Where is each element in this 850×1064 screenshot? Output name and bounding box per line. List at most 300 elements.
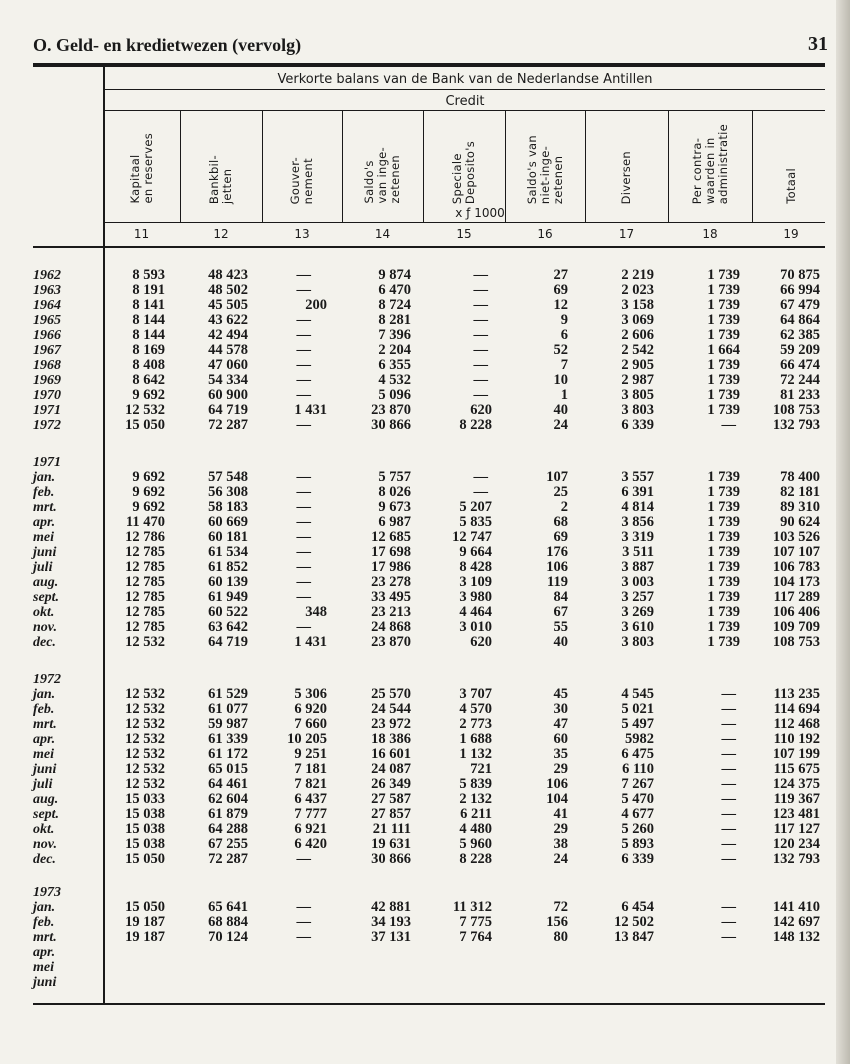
cell-col-17: 13 847 [614,929,654,945]
cell-col-13: 9 251 [294,746,327,762]
cell-col-13: — [296,357,311,373]
table-row [0,373,850,388]
cell-col-15: 8 428 [459,559,492,575]
cell-col-13: 7 821 [294,776,327,792]
cell-col-17: 5982 [625,731,654,747]
row-label: mrt. [33,717,57,732]
cell-col-11: 8 593 [132,267,165,283]
cell-col-11: 15 038 [125,821,165,837]
column-number: 14 [374,227,391,241]
cell-col-11: 12 532 [125,731,165,747]
row-label: aug. [33,792,59,807]
cell-col-19: 141 410 [772,899,820,915]
cell-col-13: 5 306 [294,686,327,702]
row-label: 1972 [33,418,61,433]
table-section [0,885,850,990]
cell-col-19: 108 753 [772,634,820,650]
row-label: apr. [33,515,56,530]
cell-col-18: 1 739 [707,604,740,620]
cell-col-17: 2 219 [621,267,654,283]
cell-col-16: 9 [560,312,568,328]
cell-col-11: 15 038 [125,806,165,822]
table-row [0,635,850,650]
cell-col-18: — [721,899,736,915]
cell-col-13: — [296,387,311,403]
cell-col-14: 27 587 [371,791,411,807]
page-number: 31 [808,33,828,55]
row-label: jan. [33,470,56,485]
cell-col-19: 132 793 [772,851,820,867]
cell-col-13: 200 [305,297,327,313]
cell-col-11: 15 050 [125,899,165,915]
row-label: 1965 [33,313,61,328]
table-subtitle: Credit [445,94,485,109]
cell-col-17: 3 803 [621,634,654,650]
table-row [0,560,850,575]
cell-col-16: 10 [553,372,568,388]
cell-col-17: 3 069 [621,312,654,328]
column-number: 11 [133,227,150,241]
cell-col-19: 82 181 [780,484,820,500]
cell-col-18: — [721,791,736,807]
cell-col-14: 2 204 [378,342,411,358]
cell-col-12: 60 181 [208,529,248,545]
cell-col-12: 61 852 [208,559,248,575]
column-header [752,112,830,204]
cell-col-17: 3 511 [622,544,654,560]
cell-col-19: 142 697 [772,914,820,930]
cell-col-16: 60 [553,731,568,747]
cell-col-19: 72 244 [780,372,820,388]
row-label: aug. [33,575,59,590]
cell-col-15: 4 480 [459,821,492,837]
row-label: feb. [33,485,55,500]
cell-col-18: 1 739 [707,574,740,590]
cell-col-11: 12 785 [125,604,165,620]
table-row [0,960,850,975]
cell-col-12: 61 949 [208,589,248,605]
cell-col-15: 620 [470,402,492,418]
table-row [0,388,850,403]
cell-col-13: 6 437 [294,791,327,807]
cell-col-14: 6 355 [378,357,411,373]
cell-col-13: — [296,914,311,930]
cell-col-19: 78 400 [780,469,820,485]
table-row [0,807,850,822]
cell-col-18: 1 739 [707,559,740,575]
cell-col-13: — [296,544,311,560]
column-number: 18 [702,227,718,241]
column-number: 17 [618,227,635,241]
cell-col-13: — [296,372,311,388]
table-row [0,620,850,635]
row-label: 1967 [33,343,61,358]
table-row [0,900,850,915]
cell-col-12: 64 461 [208,776,248,792]
table-row [0,945,850,960]
cell-col-19: 66 994 [780,282,820,298]
cell-col-16: 40 [553,634,568,650]
table-row [0,732,850,747]
cell-col-15: — [473,342,488,358]
cell-col-19: 107 199 [772,746,820,762]
cell-col-15: 3 980 [459,589,492,605]
column-header-label: Speciale Deposito's [450,140,477,204]
cell-col-14: 8 026 [378,484,411,500]
row-label: dec. [33,635,56,650]
cell-col-11: 12 532 [125,746,165,762]
cell-col-11: 12 532 [125,686,165,702]
cell-col-15: 9 664 [459,544,492,560]
column-header-label: Bankbil- jetten [207,154,234,204]
cell-col-13: 1 431 [294,402,327,418]
cell-col-17: 3 805 [621,387,654,403]
cell-col-14: 17 986 [371,559,411,575]
cell-col-16: 30 [553,701,568,717]
cell-col-19: 59 209 [780,342,820,358]
cell-col-13: — [296,267,311,283]
cell-col-18: — [721,836,736,852]
cell-col-17: 6 454 [621,899,654,915]
column-header [262,112,342,204]
cell-col-13: — [296,851,311,867]
cell-col-11: 12 532 [125,761,165,777]
table-row [0,343,850,358]
cell-col-13: 348 [305,604,327,620]
column-header-label: Gouver- nement [288,156,315,204]
row-label: okt. [33,605,55,620]
cell-col-11: 9 692 [132,469,165,485]
cell-col-16: 6 [560,327,568,343]
cell-col-17: 12 502 [614,914,654,930]
row-label: juni [33,762,57,777]
row-label: juli [33,777,53,792]
cell-col-19: 66 474 [780,357,820,373]
cell-col-16: 119 [547,574,568,590]
cell-col-16: 107 [546,469,568,485]
cell-col-18: 1 664 [707,342,740,358]
row-label: 1964 [33,298,61,313]
table-row [0,268,850,283]
table-row [0,915,850,930]
row-label: mrt. [33,930,57,945]
cell-col-11: 15 033 [125,791,165,807]
cell-col-11: 9 692 [132,387,165,403]
cell-col-12: 61 534 [208,544,248,560]
cell-col-11: 12 785 [125,619,165,635]
cell-col-14: 18 386 [371,731,411,747]
cell-col-11: 15 050 [125,851,165,867]
cell-col-14: 12 685 [371,529,411,545]
cell-col-12: 64 719 [208,634,248,650]
column-number: 12 [213,227,229,241]
cell-col-16: 38 [553,836,568,852]
cell-col-17: 3 557 [621,469,654,485]
table-row [0,530,850,545]
cell-col-15: 2 773 [459,716,492,732]
cell-col-19: 117 289 [773,589,820,605]
cell-col-11: 12 532 [125,701,165,717]
cell-col-13: — [296,619,311,635]
table-row [0,702,850,717]
table-row [0,930,850,945]
cell-col-14: 27 857 [371,806,411,822]
section-heading: 1971 [33,455,61,470]
cell-col-12: 70 124 [208,929,248,945]
row-label: mrt. [33,500,57,515]
cell-col-15: 620 [470,634,492,650]
credit-rule [103,110,825,111]
cell-col-15: 1 132 [459,746,492,762]
cell-col-19: 113 235 [773,686,820,702]
table-row [0,717,850,732]
table-row [0,590,850,605]
cell-col-14: 33 495 [371,589,411,605]
cell-col-11: 12 532 [125,716,165,732]
cell-col-14: 4 532 [378,372,411,388]
cell-col-13: 6 920 [294,701,327,717]
cell-col-16: 68 [553,514,568,530]
row-label: juni [33,975,57,990]
column-header-label: Saldo's van niet-inge- zetenen [524,134,565,204]
cell-col-12: 44 578 [208,342,248,358]
cell-col-19: 117 127 [773,821,820,837]
table-row [0,403,850,418]
cell-col-13: — [296,514,311,530]
cell-col-11: 12 532 [125,402,165,418]
row-label: 1968 [33,358,61,373]
cell-col-18: — [721,746,736,762]
table-title: Verkorte balans van de Bank van de Nederlandse Antillen [277,72,653,87]
cell-col-17: 3 257 [621,589,654,605]
cell-col-12: 58 183 [208,499,248,515]
cell-col-11: 8 141 [132,297,165,313]
cell-col-17: 3 803 [621,402,654,418]
table-row [0,575,850,590]
cell-col-11: 12 786 [125,529,165,545]
table-row [0,500,850,515]
cell-col-17: 6 339 [621,851,654,867]
cell-col-16: 7 [560,357,568,373]
cell-col-14: 9 874 [378,267,411,283]
table-row [0,837,850,852]
cell-col-17: 5 470 [621,791,654,807]
cell-col-15: 6 211 [460,806,492,822]
cell-col-15: 5 835 [459,514,492,530]
cell-col-15: 3 109 [459,574,492,590]
column-header [103,112,180,204]
cell-col-14: 23 213 [371,604,411,620]
row-label: mei [33,530,54,545]
cell-col-11: 15 050 [125,417,165,433]
table-row [0,418,850,433]
column-header [342,112,423,204]
cell-col-17: 4 545 [621,686,654,702]
cell-col-12: 48 502 [208,282,248,298]
cell-col-17: 2 905 [621,357,654,373]
cell-col-14: 19 631 [371,836,411,852]
cell-col-15: 4 464 [459,604,492,620]
cell-col-16: 45 [553,686,568,702]
cell-col-16: 69 [553,282,568,298]
cell-col-17: 6 110 [622,761,654,777]
cell-col-15: — [473,372,488,388]
cell-col-17: 7 267 [621,776,654,792]
cell-col-13: 6 420 [294,836,327,852]
cell-col-18: 1 739 [707,357,740,373]
cell-col-18: 1 739 [707,372,740,388]
cell-col-13: — [296,929,311,945]
table-row [0,852,850,867]
cell-col-19: 108 753 [772,402,820,418]
cell-col-19: 112 468 [773,716,820,732]
cell-col-19: 148 132 [772,929,820,945]
cell-col-13: 10 205 [287,731,327,747]
cell-col-19: 123 481 [772,806,820,822]
cell-col-15: 7 764 [459,929,492,945]
table-row [0,822,850,837]
cell-col-16: 47 [553,716,568,732]
cell-col-19: 89 310 [780,499,820,515]
cell-col-12: 64 288 [208,821,248,837]
cell-col-11: 11 470 [125,514,165,530]
cell-col-14: 30 866 [371,417,411,433]
cell-col-18: 1 739 [707,634,740,650]
row-label: jan. [33,687,56,702]
table-row [0,485,850,500]
cell-col-19: 109 709 [772,619,820,635]
cell-col-16: 106 [546,776,568,792]
cell-col-14: 26 349 [371,776,411,792]
row-label: 1970 [33,388,61,403]
cell-col-17: 6 475 [621,746,654,762]
cell-col-16: 35 [553,746,568,762]
cell-col-14: 37 131 [371,929,411,945]
cell-col-19: 120 234 [772,836,820,852]
cell-col-11: 19 187 [125,914,165,930]
cell-col-16: 156 [546,914,568,930]
cell-col-18: 1 739 [707,529,740,545]
cell-col-11: 8 144 [132,327,165,343]
cell-col-16: 69 [553,529,568,545]
cell-col-13: 7 181 [294,761,327,777]
cell-col-14: 24 544 [371,701,411,717]
cell-col-19: 67 479 [780,297,820,313]
cell-col-16: 104 [546,791,568,807]
cell-col-15: 2 132 [459,791,492,807]
cell-col-12: 45 505 [208,297,248,313]
cell-col-17: 5 260 [621,821,654,837]
cell-col-12: 61 172 [208,746,248,762]
cell-col-17: 3 610 [621,619,654,635]
cell-col-13: — [296,342,311,358]
cell-col-14: 23 870 [371,402,411,418]
cell-col-19: 107 107 [772,544,820,560]
cell-col-14: 17 698 [371,544,411,560]
header-bottom-rule [103,222,825,223]
cell-col-18: 1 739 [707,402,740,418]
cell-col-18: — [721,716,736,732]
column-number: 16 [537,227,553,241]
cell-col-15: — [473,469,488,485]
cell-col-17: 4 814 [621,499,654,515]
cell-col-16: 106 [546,559,568,575]
cell-col-14: 24 868 [371,619,411,635]
cell-col-16: 24 [553,417,568,433]
cell-col-16: 1 [560,387,568,403]
column-header-label: Per contra- waarden in administratie [689,123,730,204]
cell-col-19: 70 875 [780,267,820,283]
bottom-thick-rule [33,1003,825,1005]
cell-col-17: 2 606 [621,327,654,343]
column-header-label: Kapitaal en reserves [127,133,155,204]
column-header [668,112,752,204]
cell-col-14: 9 673 [378,499,411,515]
cell-col-18: 1 739 [707,327,740,343]
cell-col-14: 42 881 [371,899,411,915]
cell-col-15: — [473,357,488,373]
section-title: O. Geld- en kredietwezen (vervolg) [33,35,302,55]
cell-col-15: — [473,282,488,298]
table-row [0,975,850,990]
cell-col-12: 60 522 [208,604,248,620]
cell-col-12: 60 669 [208,514,248,530]
cell-col-12: 62 604 [208,791,248,807]
cell-col-19: 104 173 [772,574,820,590]
row-label: sept. [33,590,60,605]
cell-col-17: 3 319 [621,529,654,545]
cell-col-12: 60 139 [208,574,248,590]
cell-col-17: 6 339 [621,417,654,433]
cell-col-16: 72 [553,899,568,915]
cell-col-15: — [473,297,488,313]
table-row [0,298,850,313]
cell-col-12: 65 641 [208,899,248,915]
cell-col-16: 176 [546,544,568,560]
cell-col-15: 4 570 [459,701,492,717]
top-thick-rule [33,63,825,67]
cell-col-18: — [721,776,736,792]
cell-col-19: 115 675 [773,761,820,777]
cell-col-18: 1 739 [707,267,740,283]
cell-col-15: 11 312 [452,899,492,915]
table-row [0,792,850,807]
cell-col-17: 2 023 [621,282,654,298]
cell-col-12: 57 548 [208,469,248,485]
cell-col-14: 34 193 [371,914,411,930]
row-label: 1971 [33,403,61,418]
cell-col-17: 3 856 [621,514,654,530]
row-label: 1963 [33,283,61,298]
row-label: dec. [33,852,56,867]
row-label: jan. [33,900,56,915]
row-label: mei [33,747,54,762]
cell-col-16: 52 [553,342,568,358]
cell-col-16: 40 [553,402,568,418]
row-label: 1966 [33,328,61,343]
section-heading: 1972 [33,672,61,687]
cell-col-13: 6 921 [294,821,327,837]
row-label: okt. [33,822,55,837]
cell-col-19: 114 694 [773,701,820,717]
cell-col-18: 1 739 [707,387,740,403]
cell-col-18: 1 739 [707,544,740,560]
column-number: 13 [294,227,310,241]
cell-col-18: 1 739 [707,589,740,605]
cell-col-11: 15 038 [125,836,165,852]
cell-col-14: 7 396 [378,327,411,343]
cell-col-19: 103 526 [772,529,820,545]
